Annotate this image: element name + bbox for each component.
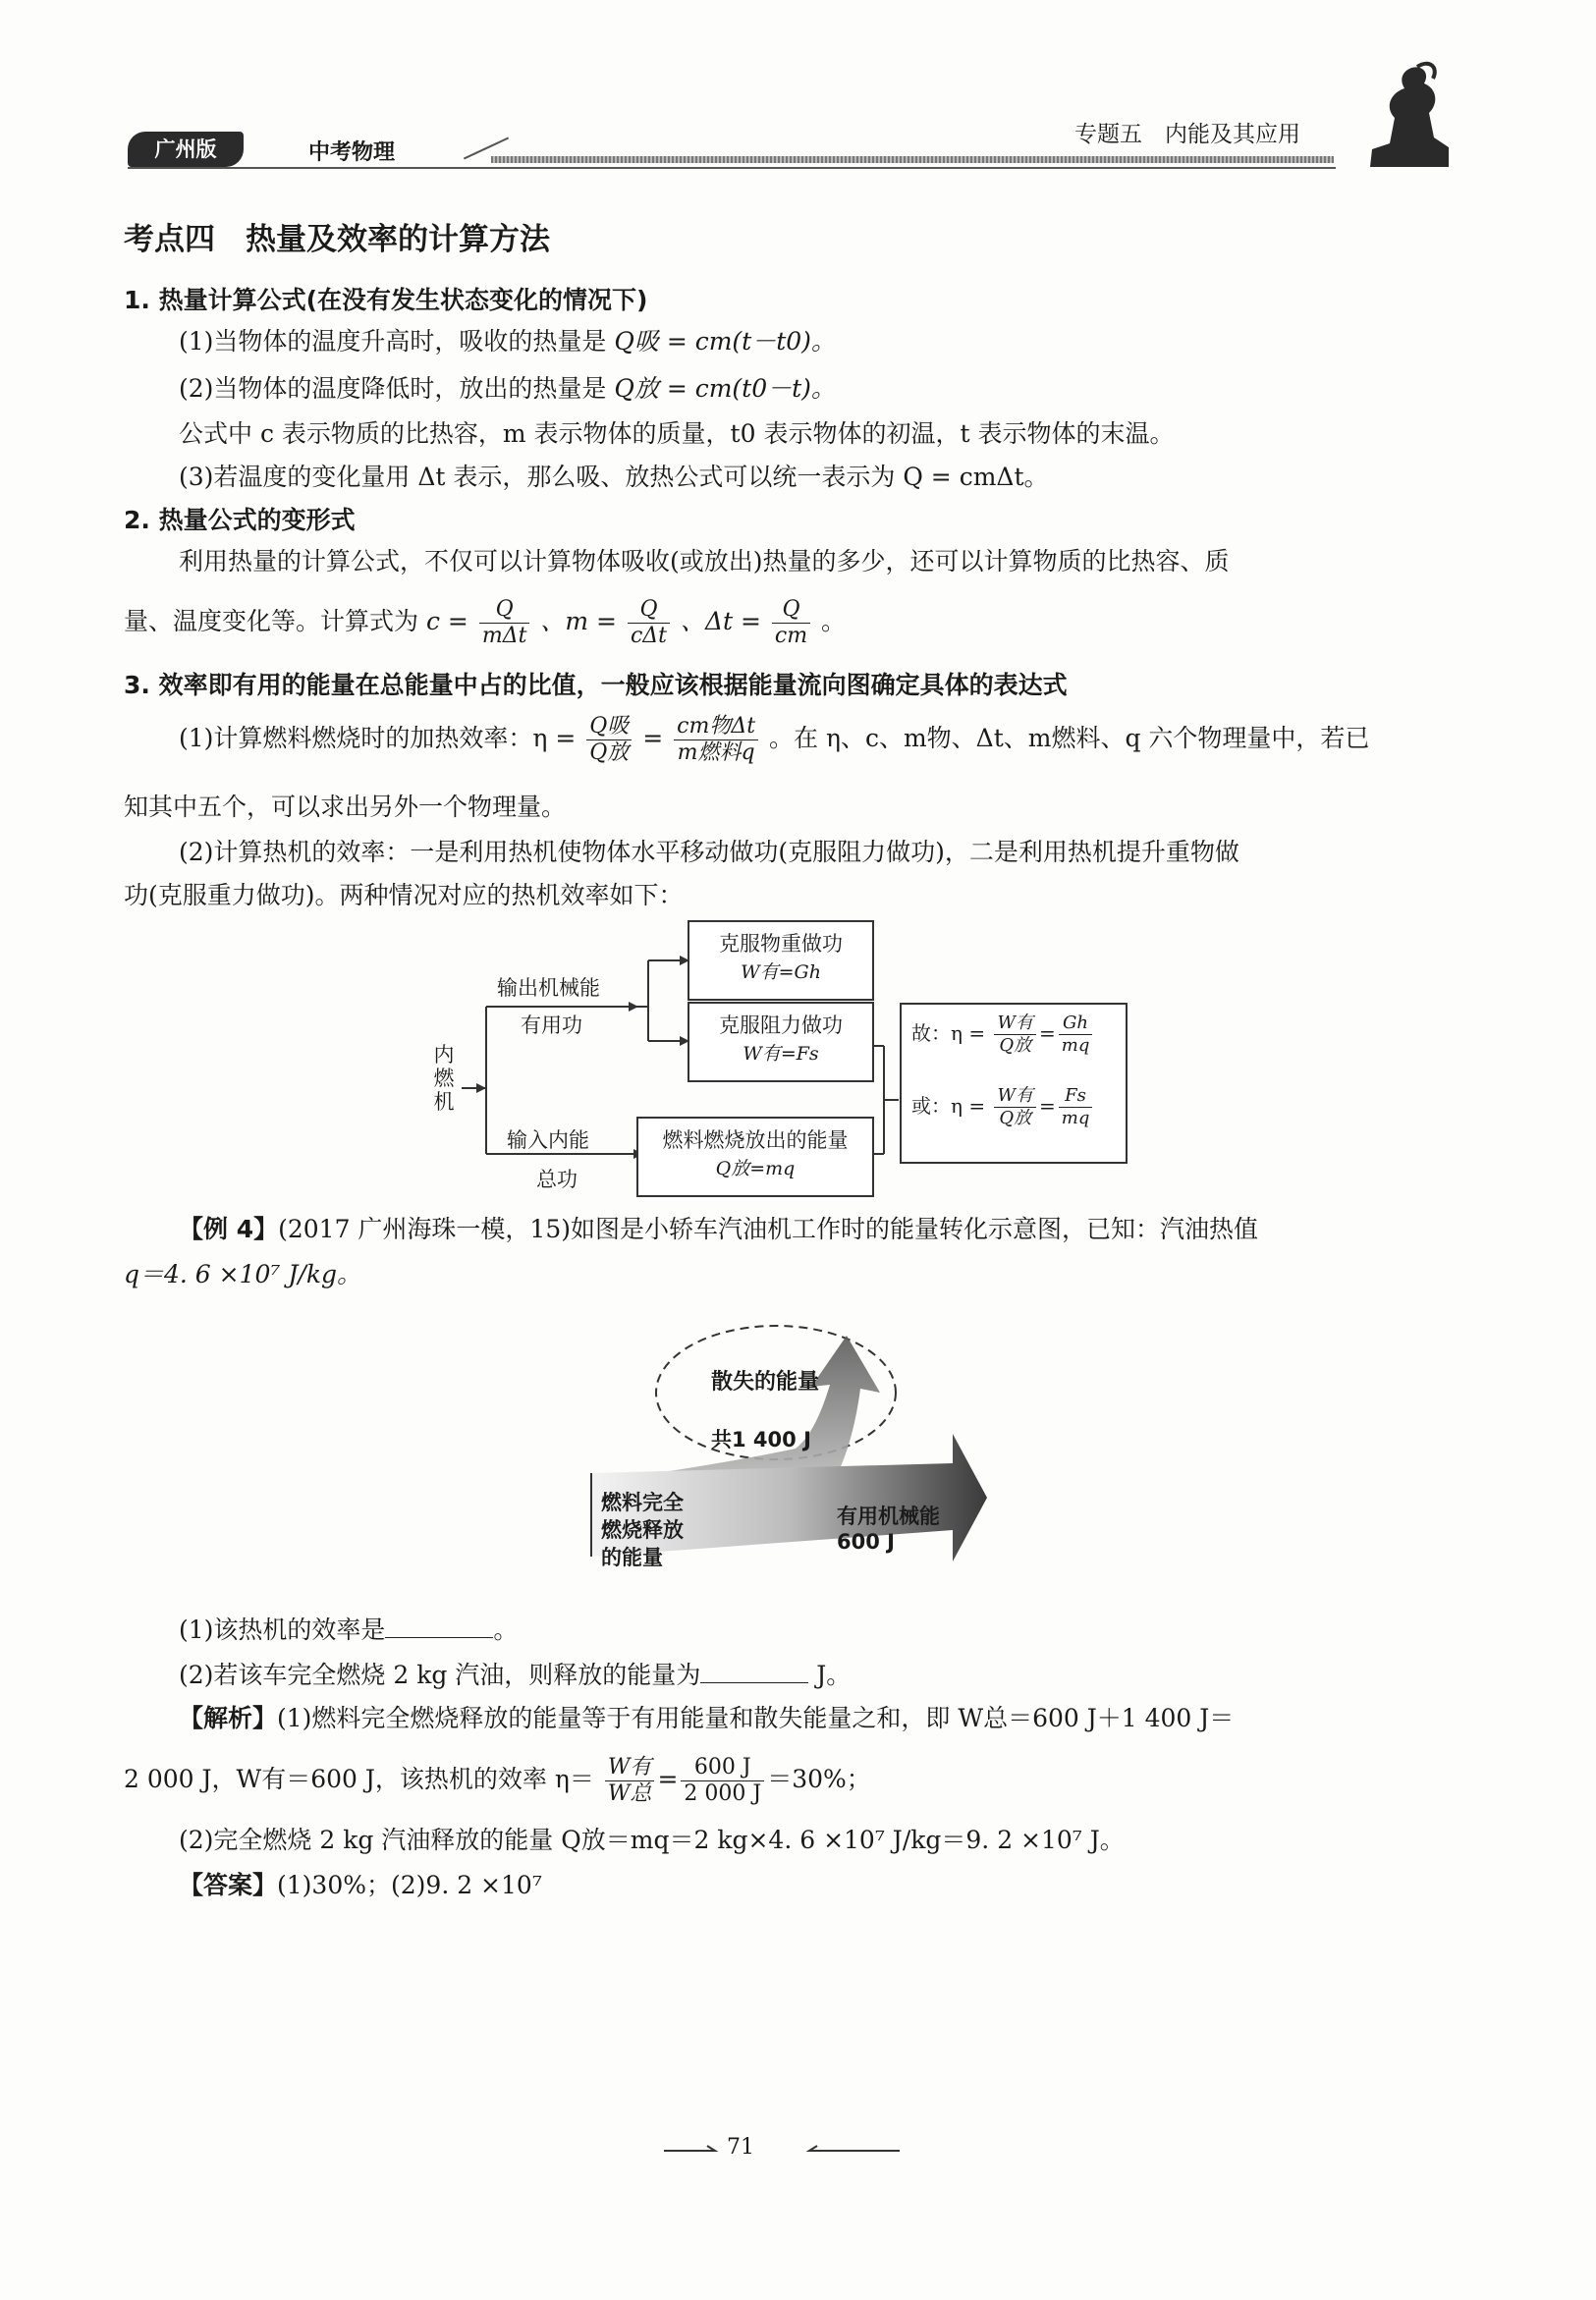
analysis-label: 【解析】 bbox=[179, 1704, 278, 1732]
s2-heading: 2. 热量公式的变形式 bbox=[124, 506, 356, 534]
s2-line2 bbox=[124, 592, 846, 651]
s3-line1-suffix: 。在 η、c、m物、Δt、m燃料、q 六个物理量中，若已 bbox=[769, 724, 1370, 752]
box-overcome-weight-formula: W有=Gh bbox=[741, 961, 821, 983]
result-1-num-2: Gh bbox=[1059, 1013, 1093, 1035]
formula-c bbox=[479, 597, 530, 649]
goat-statue-icon bbox=[1360, 59, 1458, 172]
formula-c-den: mΔt bbox=[481, 624, 527, 648]
input-energy-label-3: 的能量 bbox=[601, 1546, 663, 1569]
header-rule bbox=[128, 167, 1336, 169]
box-overcome-friction-formula: W有=Fs bbox=[743, 1043, 819, 1065]
formula-m-lhs: 、m = bbox=[540, 607, 617, 635]
diagram-branch-bottom-sub: 总功 bbox=[536, 1168, 578, 1191]
result-2: 或：η = $\frac{\text{W有}}{\text{Q放}}$ = $\frac{Fs}{mq}$ bbox=[911, 1085, 1095, 1129]
diagram-branch-bottom: 输入内能 bbox=[507, 1128, 589, 1152]
box-overcome-weight-title: 克服物重做功 bbox=[719, 932, 843, 956]
s1-line1-formula: Q吸 = cm(t－t0)。 bbox=[614, 327, 836, 356]
s2-line1: 利用热量的计算公式，不仅可以计算物体吸收(或放出)热量的多少，还可以计算物质的比热容、质 bbox=[179, 547, 1230, 575]
diagram-branch-top-sub: 有用功 bbox=[521, 1013, 582, 1037]
input-energy-label-1: 燃料完全 bbox=[601, 1491, 684, 1514]
input-energy-label-2: 燃烧释放 bbox=[601, 1518, 684, 1542]
analysis-frac-2-num: 600 J bbox=[681, 1755, 764, 1781]
page-number-left-flourish bbox=[664, 2144, 719, 2158]
formula-dt-den: cm bbox=[774, 624, 808, 648]
box-fuel-energy-formula: Q放=mq bbox=[715, 1158, 796, 1179]
example-label: 【例 4】 bbox=[179, 1215, 279, 1243]
question-1-suffix: 。 bbox=[493, 1615, 519, 1644]
s2-line2-text: 量、温度变化等。计算式为 bbox=[124, 607, 419, 635]
s1-line2-formula: Q放 = cm(t0－t)。 bbox=[614, 374, 836, 403]
eta-frac-1-num: Q吸 bbox=[586, 714, 632, 740]
useful-energy-value: 600 J bbox=[837, 1530, 895, 1554]
diagram-source: 内燃机 bbox=[433, 1043, 455, 1114]
formula-dt-num: Q bbox=[772, 597, 810, 624]
question-2-blank bbox=[700, 1659, 808, 1683]
formula-c-num: Q bbox=[479, 597, 530, 624]
subject-label: 中考物理 bbox=[308, 140, 396, 165]
s1-line1-text: (1)当物体的温度升高时，吸收的热量是 bbox=[179, 327, 607, 356]
section-title: 考点四 热量及效率的计算方法 bbox=[124, 222, 550, 257]
result-2-num-1: W有 bbox=[994, 1085, 1036, 1108]
eta-frac-2-num: cm物Δt bbox=[674, 714, 758, 740]
analysis-line3: (2)完全燃烧 2 kg 汽油释放的能量 Q放＝mq＝2 kg×4. 6 ×10⁷ J/kg＝9. 2 ×10⁷ J。 bbox=[179, 1826, 1125, 1854]
topic-label: 专题五 内能及其应用 bbox=[1074, 122, 1300, 147]
formula-dt-lhs: 、Δt = bbox=[680, 607, 761, 635]
s1-line1 bbox=[179, 325, 836, 358]
s2-line2-end: 。 bbox=[821, 607, 847, 635]
question-2 bbox=[179, 1659, 851, 1692]
header-divider bbox=[491, 156, 1334, 163]
analysis-frac-1-den: W总 bbox=[607, 1781, 652, 1806]
analysis-line2-suffix: ＝30%； bbox=[767, 1765, 871, 1793]
analysis-frac-2-den: 2 000 J bbox=[684, 1781, 762, 1806]
box-overcome-weight bbox=[688, 920, 874, 1001]
s1-line4: (3)若温度的变化量用 Δt 表示，那么吸、放热公式可以统一表示为 Q = cmΔt。 bbox=[179, 463, 1049, 491]
box-overcome-friction-title: 克服阻力做功 bbox=[719, 1013, 843, 1037]
analysis-line2: 2 000 J，W有＝600 J，该热机的效率 η＝ $\frac{\text{W有}}{\text{W总}}$ = $\frac{600 J}{2 000 J}$ ＝30%； bbox=[124, 1755, 871, 1806]
page-number: 71 bbox=[727, 2135, 754, 2160]
question-2-text: (2)若该车完全燃烧 2 kg 汽油，则释放的能量为 bbox=[179, 1661, 701, 1689]
answer-label: 【答案】 bbox=[179, 1871, 278, 1899]
result-1-den-2: mq bbox=[1061, 1035, 1090, 1056]
answer-line bbox=[179, 1869, 542, 1902]
s1-line2 bbox=[179, 372, 836, 406]
result-1: 故：η = $\frac{\text{W有}}{\text{Q放}}$ = $\frac{Gh}{mq}$ bbox=[911, 1013, 1095, 1057]
result-2-prefix: 或：η = bbox=[911, 1094, 986, 1118]
input-energy-label bbox=[601, 1489, 684, 1571]
eta-frac-2 bbox=[674, 714, 758, 766]
formula-m-num: Q bbox=[628, 597, 670, 624]
eta-frac-1 bbox=[586, 714, 632, 766]
example-line2: q＝4. 6 ×10⁷ J/kg。 bbox=[124, 1260, 361, 1288]
eta-frac-1-den: Q放 bbox=[589, 740, 630, 765]
analysis-line2-text: 2 000 J，W有＝600 J，该热机的效率 η＝ bbox=[124, 1765, 594, 1793]
lost-energy-value: 共1 400 J bbox=[711, 1428, 811, 1451]
result-1-num-1: W有 bbox=[994, 1013, 1036, 1035]
s1-line3: 公式中 c 表示物质的比热容，m 表示物体的质量，t0 表示物体的初温，t 表示物体的末温。 bbox=[179, 419, 1175, 448]
diagram-branch-top: 输出机械能 bbox=[497, 976, 600, 1000]
page-number-right-flourish bbox=[805, 2144, 904, 2158]
lost-energy-label: 散失的能量 bbox=[711, 1370, 820, 1395]
result-2-den-2: mq bbox=[1061, 1108, 1090, 1128]
result-1-den-1: Q放 bbox=[999, 1035, 1032, 1056]
result-2-num-2: Fs bbox=[1059, 1085, 1093, 1108]
formula-dt bbox=[772, 597, 810, 649]
s3-heading: 3. 效率即有用的能量在总能量中占的比值，一般应该根据能量流向图确定具体的表达式 bbox=[124, 671, 1068, 699]
result-2-den-1: Q放 bbox=[999, 1108, 1032, 1128]
analysis-frac-1-num: W有 bbox=[605, 1755, 655, 1781]
s1-line2-text: (2)当物体的温度降低时，放出的热量是 bbox=[179, 374, 607, 403]
question-2-suffix: J。 bbox=[816, 1661, 852, 1689]
question-1-text: (1)该热机的效率是 bbox=[179, 1615, 386, 1644]
question-1 bbox=[179, 1614, 518, 1647]
box-efficiency-results bbox=[900, 1003, 1128, 1164]
s3-line1-text: (1)计算燃料燃烧时的加热效率：η = bbox=[179, 724, 577, 752]
formula-m-den: cΔt bbox=[630, 624, 667, 648]
question-1-blank bbox=[385, 1614, 493, 1638]
s1-heading: 1. 热量计算公式(在没有发生状态变化的情况下) bbox=[124, 286, 648, 314]
s3-line3: (2)计算热机的效率：一是利用热机使物体水平移动做功(克服阻力做功)，二是利用热机提升重物做 bbox=[179, 838, 1239, 866]
result-1-prefix: 故：η = bbox=[911, 1021, 986, 1045]
example-text1: (2017 广州海珠一模，15)如图是小轿车汽油机工作时的能量转化示意图，已知：汽油热值 bbox=[278, 1215, 1259, 1243]
analysis-text1: (1)燃料完全燃烧释放的能量等于有用能量和散失能量之和，即 W总＝600 J＋1 400 J＝ bbox=[277, 1704, 1235, 1732]
s3-line2: 知其中五个，可以求出另外一个物理量。 bbox=[124, 793, 567, 821]
s3-line4: 功(克服重力做功)。两种情况对应的热机效率如下： bbox=[124, 881, 684, 909]
box-fuel-energy-title: 燃料燃烧放出的能量 bbox=[662, 1128, 849, 1152]
box-overcome-friction bbox=[688, 1002, 874, 1082]
box-fuel-energy bbox=[636, 1117, 874, 1197]
formula-c-lhs: c = bbox=[425, 607, 468, 635]
edition-badge: 广州版 bbox=[128, 132, 244, 167]
eta-frac-2-den: m燃料q bbox=[677, 740, 755, 765]
analysis-line1 bbox=[179, 1702, 1234, 1735]
answer-text: (1)30%；(2)9. 2 ×10⁷ bbox=[277, 1871, 542, 1899]
formula-m bbox=[628, 597, 670, 649]
s3-line1: (1)计算燃料燃烧时的加热效率：η = $\frac{\text{Q吸}}{\text{Q放}}$ = $\frac{\text{cm物Δt}}{\text{m燃料q}}$ 。在 η、c、m物、Δt、m燃料、q 六个物理量中，若已 bbox=[179, 714, 1370, 765]
example-line1 bbox=[179, 1213, 1258, 1246]
useful-energy-label: 有用机械能 bbox=[837, 1505, 940, 1528]
